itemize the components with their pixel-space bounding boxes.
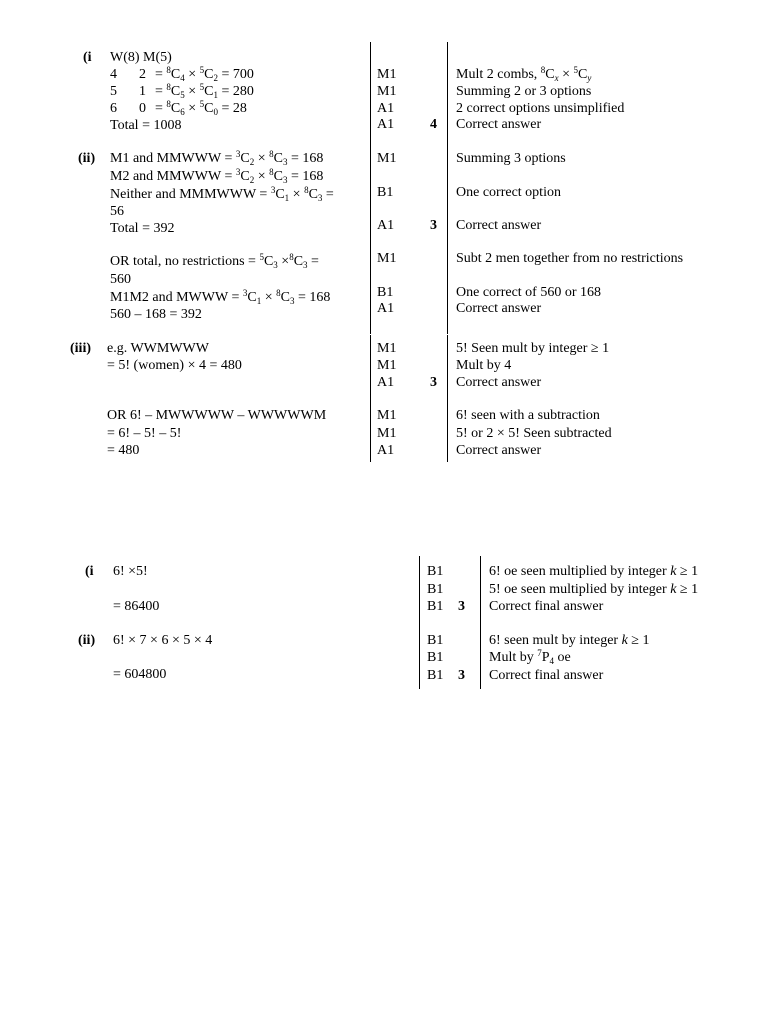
mark-code: A1 xyxy=(377,117,395,132)
mark-code: B1 xyxy=(377,285,394,300)
mark-code: A1 xyxy=(377,443,395,458)
case-b: 2 xyxy=(139,67,146,82)
mark-total: 4 xyxy=(430,117,437,132)
part-label: (ii) xyxy=(78,151,96,166)
guidance-note: 5! oe seen multiplied by integer k ≥ 1 xyxy=(489,582,699,597)
column-divider xyxy=(419,556,420,689)
guidance-note: 2 correct options unsimplified xyxy=(456,101,625,116)
mark-code: M1 xyxy=(377,251,397,266)
working-line: M2 and MMWWW = $^3C_2 \times ^8C_3 = 168$ xyxy=(110,167,324,185)
case-a: 4 xyxy=(110,67,117,82)
working-line: = 480 xyxy=(107,443,140,458)
working-line: = 6! – 5! – 5! xyxy=(107,426,182,441)
mark-code: B1 xyxy=(427,650,444,665)
working-line: OR total, no restrictions = $^5C_3 \times^8C_3$ = xyxy=(110,252,319,270)
case-expression: = $^8C_5 \times ^5C_1 = 280$ xyxy=(155,82,254,100)
column-divider xyxy=(480,556,481,689)
working-line: = 5! (women) × 4 = 480 xyxy=(107,358,242,373)
mark-total: 3 xyxy=(458,668,465,683)
working-line: OR 6! – MWWWWW – WWWWWM xyxy=(107,408,327,423)
header-text: W(8) M(5) xyxy=(110,50,172,65)
guidance-note: 5! or 2 × 5! Seen subtracted xyxy=(456,426,612,441)
mark-code: B1 xyxy=(427,668,444,683)
case-a: 5 xyxy=(110,84,117,99)
working-line: = 86400 xyxy=(113,599,160,614)
mark-code: M1 xyxy=(377,341,397,356)
mark-code: M1 xyxy=(377,408,397,423)
guidance-note: Summing 3 options xyxy=(456,151,566,166)
working-line: e.g. WWMWWW xyxy=(107,341,209,356)
case-expression: = $^8C_6 \times ^5C_0 = 28$ xyxy=(155,99,247,117)
mark-code: A1 xyxy=(377,375,395,390)
guidance-note: Correct final answer xyxy=(489,668,604,683)
working-line: M1M2 and MWWW = $^3C_1 \times ^8C_3 = 168$ xyxy=(110,288,331,306)
guidance-note: Subt 2 men together from no restrictions xyxy=(456,251,684,266)
column-divider xyxy=(447,42,448,334)
mark-code: A1 xyxy=(377,301,395,316)
guidance-note: One correct option xyxy=(456,185,561,200)
mark-code: B1 xyxy=(377,185,394,200)
guidance-note: Correct final answer xyxy=(489,599,604,614)
mark-code: B1 xyxy=(427,599,444,614)
mark-code: A1 xyxy=(377,218,395,233)
working-line: 6! ×5! xyxy=(113,564,148,579)
case-b: 1 xyxy=(139,84,146,99)
guidance-note: 6! seen mult by integer k ≥ 1 xyxy=(489,633,650,648)
working-line: 560 – 168 = 392 xyxy=(110,307,202,322)
guidance-note: 6! seen with a subtraction xyxy=(456,408,600,423)
column-divider xyxy=(370,42,371,334)
guidance-note: Correct answer xyxy=(456,218,542,233)
case-expression: = $^8C_4 \times ^5C_2 = 700$ xyxy=(155,65,254,83)
case-b: 0 xyxy=(139,101,146,116)
part-label: (ii) xyxy=(78,633,96,648)
guidance-note: 5! Seen mult by integer ≥ 1 xyxy=(456,341,610,356)
working-line: Total = 392 xyxy=(110,221,175,236)
guidance-note: One correct of 560 or 168 xyxy=(456,285,602,300)
part-label: (iii) xyxy=(70,341,91,356)
working-line: 6! × 7 × 6 × 5 × 4 xyxy=(113,633,213,648)
mark-code: M1 xyxy=(377,151,397,166)
working-line: M1 and MMWWW = $^3C_2 \times ^8C_3 = 168$ xyxy=(110,149,324,167)
mark-code: B1 xyxy=(427,582,444,597)
mark-total: 3 xyxy=(430,375,437,390)
guidance-note: Correct answer xyxy=(456,443,542,458)
case-a: 6 xyxy=(110,101,117,116)
mark-code: M1 xyxy=(377,67,397,82)
mark-code: A1 xyxy=(377,101,395,116)
mark-code: M1 xyxy=(377,426,397,441)
working-line: Neither and MMMWWW = $^3C_1 \times ^8C_3$ = xyxy=(110,185,334,203)
mark-total: 3 xyxy=(458,599,465,614)
mark-code: B1 xyxy=(427,564,444,579)
total-line: Total = 1008 xyxy=(110,118,182,133)
column-divider xyxy=(447,335,448,462)
working-line: 560 xyxy=(110,272,131,287)
working-line: = 604800 xyxy=(113,667,167,682)
mark-code: M1 xyxy=(377,84,397,99)
part-label: (i xyxy=(83,50,92,65)
guidance-note: Correct answer xyxy=(456,375,542,390)
guidance-note: 6! oe seen multiplied by integer k ≥ 1 xyxy=(489,564,699,579)
guidance-note: Summing 2 or 3 options xyxy=(456,84,592,99)
guidance-note: Correct answer xyxy=(456,301,542,316)
guidance-note: Correct answer xyxy=(456,117,542,132)
column-divider xyxy=(370,335,371,462)
guidance-note: Mult 2 combs, $^8C_x \times ^5C_y$ xyxy=(456,65,592,83)
guidance-note: Mult by $^7P_4$ oe xyxy=(489,648,571,666)
guidance-note: Mult by 4 xyxy=(456,358,512,373)
mark-code: M1 xyxy=(377,358,397,373)
mark-total: 3 xyxy=(430,218,437,233)
working-line: 56 xyxy=(110,204,124,219)
mark-code: B1 xyxy=(427,633,444,648)
part-label: (i xyxy=(85,564,94,579)
